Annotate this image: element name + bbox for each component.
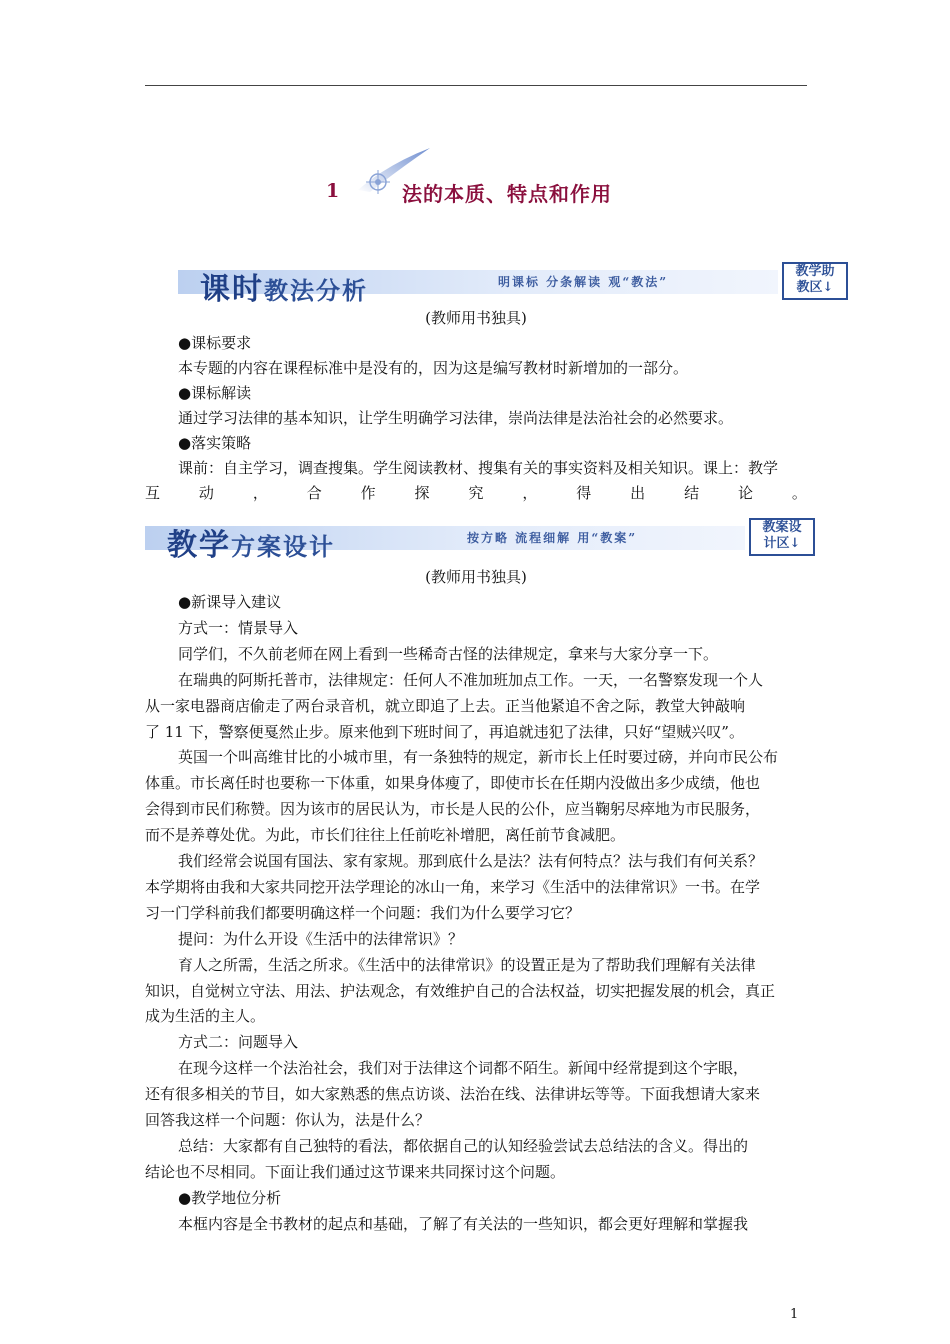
justified-char: 结 [684,484,700,502]
banner-title: 课时教法分析 [200,272,368,307]
justified-char: ， [252,484,268,502]
banner-lesson-design [145,518,825,563]
paragraph-line: 我们经常会说国有国法、家有家规。那到底什么是法？法有何特点？法与我们有何关系？ [178,852,764,870]
paragraph-line: 本框内容是全书教材的起点和基础，了解了有关法的一些知识，都会更好理解和掌握我 [178,1214,749,1233]
paragraph-line: 英国一个叫高维甘比的小城市里，有一条独特的规定，新市长上任时要过磅，并向市民公布 [178,748,779,767]
paragraph-line: 从一家电器商店偷走了两台录音机，就立即追了上去。正当他紧追不舍之际，教堂大钟敲响 [145,696,746,715]
paragraph-line: 育人之所需，生活之所求。《生活中的法律常识》的设置正是为了帮助我们理解有关法律 [178,955,756,974]
teacher-note: (教师用书独具) [425,568,527,586]
paragraph-line: 体重。市长离任时也要称一下体重，如果身体瘦了，即使市长在任期内没做出多少成绩，他也 [145,774,761,793]
justified-char: 探 [414,484,430,502]
section-heading: ●新课导入建议 [178,593,282,611]
paragraph-line: 在现今这样一个法治社会，我们对于法律这个词都不陌生。新闻中经常提到这个字眼， [178,1059,749,1078]
paragraph-line: 知识，自觉树立守法、用法、护法观念，有效维护自己的合法权益，切实把握发展的机会，真正 [145,981,776,1000]
lesson-plan-zone-button[interactable]: 教案设 计区↓ [749,518,815,556]
paragraph-line: 了 11 下，警察便戛然止步。原来他到下班时间了，再追就违犯了法律，只好“望贼兴叹”。 [145,722,744,741]
paragraph: 本专题的内容在课程标准中是没有的，因为这是编写教材时新增加的一部分。 [178,359,689,377]
paragraph: 课前：自主学习，调查搜集。学生阅读教材、搜集有关的事实资料及相关知识。课上：教学 [178,459,779,477]
paragraph: 通过学习法律的基本知识，让学生明确学习法律，崇尚法律是法治社会的必然要求。 [178,409,734,427]
justified-char: 。 [791,484,807,502]
section-heading: ●课标解读 [178,384,252,402]
chapter-number: 1 [326,180,340,202]
justified-char: 互 [145,484,161,502]
arrow-down-icon: ↓ [822,280,834,295]
section-heading: ●课标要求 [178,334,252,352]
banner-subtitle: 按方略 流程细解 用“教案” [467,531,638,545]
paragraph-line: 成为生活的主人。 [145,1007,266,1026]
paragraph-line: 本学期将由我和大家共同挖开法学理论的冰山一角，来学习《生活中的法律常识》一书。在学 [145,877,761,896]
justified-char: 出 [630,484,646,502]
justified-char: 究 [468,484,484,502]
header-rule [145,85,807,86]
justified-char: 论 [737,484,753,502]
section-heading: ●落实策略 [178,434,252,452]
justified-char: 合 [306,484,322,502]
justified-char: 动 [198,484,214,502]
paragraph-line: 在瑞典的阿斯托普市，法律规定：任何人不准加班加点工作。一天，一名警察发现一个人 [178,670,764,689]
banner-lesson-analysis [178,262,848,307]
arrow-down-icon: ↓ [789,536,801,551]
justified-char: ， [522,484,538,502]
paragraph-line: 结论也不尽相同。下面让我们通过这节课来共同探讨这个问题。 [145,1162,566,1181]
paragraph-line: 习一门学科前我们都要明确这样一个问题：我们为什么要学习它？ [145,903,581,922]
paragraph-line: 回答我这样一个问题：你认为，法是什么？ [145,1111,431,1129]
paragraph-line: 方式二：问题导入 [178,1033,299,1052]
paragraph-line: 还有很多相关的节目，如大家熟悉的焦点访谈、法治在线、法律讲坛等等。下面我想请大家来 [145,1085,761,1104]
banner-subtitle: 明课标 分条解读 观“教法” [498,275,669,289]
justified-char: 作 [360,484,376,502]
paragraph-line: 总结：大家都有自己独特的看法，都依据自己的认知经验尝试去总结法的含义。得出的 [178,1136,749,1155]
page-number: 1 [790,1307,799,1322]
teacher-note: (教师用书独具) [425,309,527,327]
teaching-aid-zone-button[interactable]: 教学助 教区↓ [782,262,848,300]
paragraph-line: 而不是养尊处优。为此，市长们往往上任前吃补增肥，离任前节食减肥。 [145,826,626,845]
justified-char: 得 [576,484,592,502]
justified-line [145,483,807,503]
paragraph-line: 会得到市民们称赞。因为该市的居民认为，市长是人民的公仆，应当鞠躬尽瘁地为市民服务， [145,800,761,819]
chapter-title-text: 法的本质、特点和作用 [402,182,612,206]
section-heading: ●教学地位分析 [178,1188,282,1207]
chapter-title [320,140,740,220]
paragraph-line: 提问：为什么开设《生活中的法律常识》？ [178,929,464,948]
banner-title: 教学方案设计 [167,528,335,563]
paragraph-line: 方式一：情景导入 [178,618,299,637]
paragraph-line: 同学们，不久前老师在网上看到一些稀奇古怪的法律规定，拿来与大家分享一下。 [178,644,719,663]
